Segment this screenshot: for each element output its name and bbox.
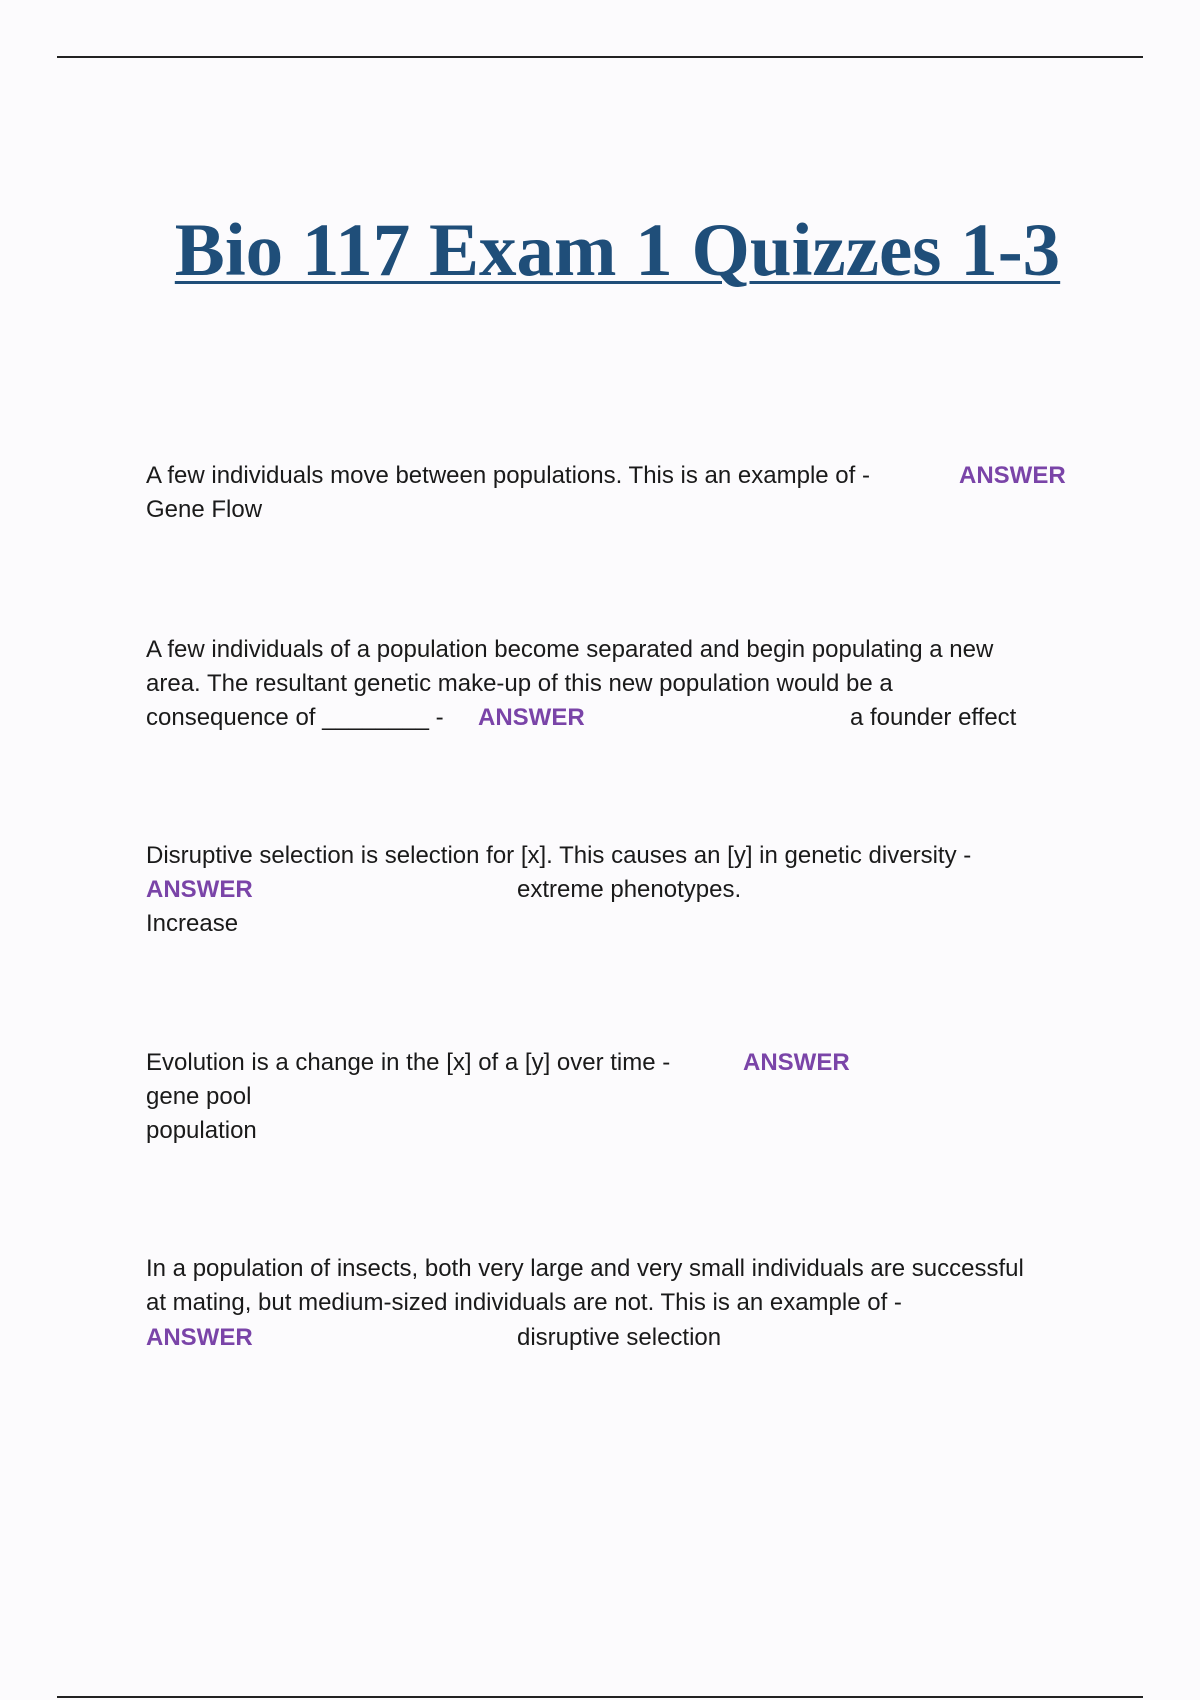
document-title [0,208,1200,293]
question-2-line-3: consequence of ________ - [146,704,444,731]
answer-label-3: ANSWER [146,876,253,903]
answer-4-line-1: gene pool [146,1083,252,1110]
question-3-line-1: Disruptive selection is selection for [x]. This causes an [y] in genetic diversity - [146,842,972,869]
answer-label-4: ANSWER [743,1049,850,1076]
answer-label-2: ANSWER [478,704,585,731]
answer-5-line-1: disruptive selection [517,1324,722,1351]
top-rule [57,56,1143,58]
answer-label-1: ANSWER [959,462,1066,489]
answer-2-line-1: a founder effect [850,704,1017,731]
question-5-line-2: at mating, but medium-sized individuals are not. This is an example of - [146,1289,902,1316]
question-5-line-1: In a population of insects, both very large and very small individuals are successful [146,1255,1024,1282]
answer-4-line-2: population [146,1117,257,1144]
question-2-line-2: area. The resultant genetic make-up of this new population would be a [146,670,893,697]
answer-label-5: ANSWER [146,1324,253,1351]
question-1-line-1: A few individuals move between populations. This is an example of - [146,462,870,489]
answer-1-line-1: Gene Flow [146,496,263,523]
question-2-line-1: A few individuals of a population become separated and begin populating a new [146,636,994,663]
answer-3-line-2: Increase [146,910,239,937]
question-4-line-1: Evolution is a change in the [x] of a [y] over time - [146,1049,671,1076]
document-title-text: Bio 117 Exam 1 Quizzes 1-3 [174,209,1061,292]
bottom-rule [57,1696,1143,1698]
answer-3-line-1: extreme phenotypes. [517,876,742,903]
